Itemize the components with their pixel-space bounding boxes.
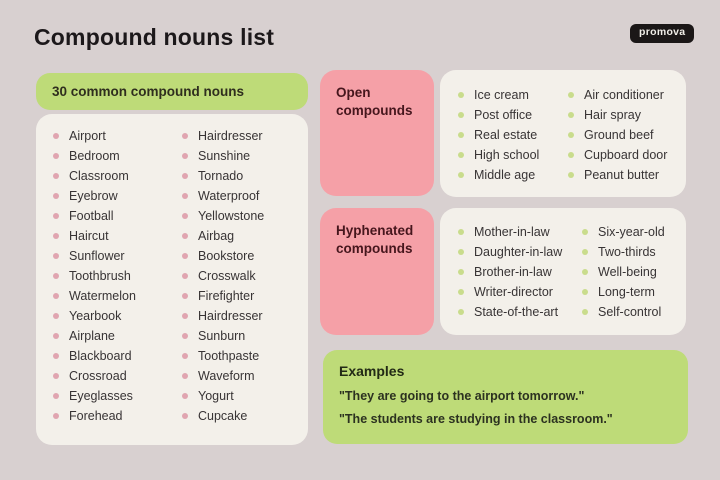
common-list-heading: 30 common compound nouns bbox=[36, 73, 308, 110]
list-item bbox=[458, 222, 582, 242]
list-item-label: Post office bbox=[474, 108, 533, 122]
list-item-label: Firefighter bbox=[198, 289, 255, 303]
bullet-icon bbox=[568, 92, 574, 98]
list-item-label: Two-thirds bbox=[598, 245, 656, 259]
list-item bbox=[582, 242, 686, 262]
list-item bbox=[53, 386, 182, 406]
list-item bbox=[53, 126, 182, 146]
list-item bbox=[53, 406, 182, 426]
list-item-label: Daughter-in-law bbox=[474, 245, 563, 259]
page-title: Compound nouns list bbox=[34, 24, 275, 50]
list-item bbox=[568, 105, 686, 125]
bullet-icon bbox=[53, 133, 59, 139]
bullet-icon bbox=[182, 373, 188, 379]
list-item-label: Airplane bbox=[69, 329, 115, 343]
list-item-label: Eyebrow bbox=[69, 189, 118, 203]
bullet-icon bbox=[182, 393, 188, 399]
list-item-label: Sunburn bbox=[198, 329, 246, 343]
list-item bbox=[53, 206, 182, 226]
bullet-icon bbox=[53, 313, 59, 319]
list-item-label: Hairdresser bbox=[198, 309, 263, 323]
list-item bbox=[182, 406, 308, 426]
bullet-icon bbox=[53, 253, 59, 259]
list-item-label: Middle age bbox=[474, 168, 536, 182]
list-item bbox=[458, 242, 582, 262]
bullet-icon bbox=[53, 273, 59, 279]
bullet-icon bbox=[182, 333, 188, 339]
bullet-icon bbox=[182, 273, 188, 279]
list-item bbox=[182, 266, 308, 286]
bullet-icon bbox=[582, 269, 588, 275]
examples-panel bbox=[323, 350, 688, 444]
bullet-icon bbox=[582, 289, 588, 295]
bullet-icon bbox=[458, 269, 464, 275]
bullet-icon bbox=[458, 249, 464, 255]
list-item-label: Brother-in-law bbox=[474, 265, 552, 279]
bullet-icon bbox=[53, 413, 59, 419]
bullet-icon bbox=[568, 132, 574, 138]
list-item bbox=[568, 125, 686, 145]
list-item bbox=[182, 246, 308, 266]
list-item-label: State-of-the-art bbox=[474, 305, 559, 319]
list-item-label: High school bbox=[474, 148, 540, 162]
bullet-icon bbox=[182, 313, 188, 319]
list-item bbox=[458, 165, 568, 185]
open-compounds-column-1 bbox=[458, 85, 568, 197]
list-item-label: Football bbox=[69, 209, 114, 223]
list-item bbox=[568, 145, 686, 165]
list-item bbox=[53, 346, 182, 366]
list-item bbox=[182, 286, 308, 306]
bullet-icon bbox=[458, 172, 464, 178]
bullet-icon bbox=[53, 393, 59, 399]
bullet-icon bbox=[53, 213, 59, 219]
bullet-icon bbox=[53, 373, 59, 379]
bullet-icon bbox=[182, 253, 188, 259]
list-item-label: Six-year-old bbox=[598, 225, 665, 239]
bullet-icon bbox=[182, 413, 188, 419]
hyphenated-compounds-column-1 bbox=[458, 222, 582, 335]
list-item-label: Classroom bbox=[69, 169, 129, 183]
bullet-icon bbox=[53, 293, 59, 299]
list-item-label: Cupcake bbox=[198, 409, 248, 423]
list-item bbox=[182, 186, 308, 206]
bullet-icon bbox=[458, 112, 464, 118]
common-list-panel bbox=[36, 114, 308, 445]
list-item-label: Real estate bbox=[474, 128, 538, 142]
list-item bbox=[53, 326, 182, 346]
list-item bbox=[53, 286, 182, 306]
list-item bbox=[582, 302, 686, 322]
list-item bbox=[182, 326, 308, 346]
list-item bbox=[182, 226, 308, 246]
list-item-label: Bedroom bbox=[69, 149, 120, 163]
bullet-icon bbox=[582, 309, 588, 315]
list-item-label: Haircut bbox=[69, 229, 109, 243]
list-item bbox=[53, 306, 182, 326]
bullet-icon bbox=[568, 172, 574, 178]
list-item-label: Eyeglasses bbox=[69, 389, 133, 403]
open-compounds-label: Open compounds bbox=[320, 70, 434, 196]
bullet-icon bbox=[458, 229, 464, 235]
list-item bbox=[182, 166, 308, 186]
bullet-icon bbox=[458, 132, 464, 138]
bullet-icon bbox=[53, 193, 59, 199]
list-item bbox=[182, 386, 308, 406]
list-item-label: Toothbrush bbox=[69, 269, 131, 283]
bullet-icon bbox=[53, 233, 59, 239]
list-item bbox=[458, 105, 568, 125]
list-item-label: Watermelon bbox=[69, 289, 136, 303]
bullet-icon bbox=[182, 193, 188, 199]
list-item bbox=[53, 226, 182, 246]
list-item bbox=[458, 302, 582, 322]
list-item bbox=[458, 125, 568, 145]
list-item-label: Airbag bbox=[198, 229, 235, 243]
bullet-icon bbox=[53, 353, 59, 359]
bullet-icon bbox=[53, 333, 59, 339]
bullet-icon bbox=[53, 153, 59, 159]
list-item-label: Bookstore bbox=[198, 249, 255, 263]
list-item-label: Crosswalk bbox=[198, 269, 256, 283]
list-item-label: Writer-director bbox=[474, 285, 553, 299]
example-sentence: "They are going to the airport tomorrow." bbox=[339, 389, 585, 403]
list-item bbox=[568, 85, 686, 105]
list-item-label: Ice cream bbox=[474, 88, 529, 102]
bullet-icon bbox=[53, 173, 59, 179]
list-item-label: Hair spray bbox=[584, 108, 641, 122]
hyphenated-compounds-panel bbox=[440, 208, 686, 335]
list-item-label: Yearbook bbox=[69, 309, 122, 323]
list-item-label: Well-being bbox=[598, 265, 657, 279]
bullet-icon bbox=[182, 153, 188, 159]
list-item bbox=[458, 282, 582, 302]
list-item bbox=[458, 262, 582, 282]
list-item-label: Ground beef bbox=[584, 128, 654, 142]
bullet-icon bbox=[182, 353, 188, 359]
list-item-label: Crossroad bbox=[69, 369, 127, 383]
list-item bbox=[182, 346, 308, 366]
list-item bbox=[582, 282, 686, 302]
open-compounds-column-2 bbox=[568, 85, 686, 197]
bullet-icon bbox=[458, 92, 464, 98]
common-list-column-1 bbox=[53, 126, 182, 445]
list-item-label: Sunshine bbox=[198, 149, 251, 163]
bullet-icon bbox=[458, 289, 464, 295]
examples-heading: Examples bbox=[339, 363, 405, 379]
bullet-icon bbox=[582, 229, 588, 235]
list-item-label: Toothpaste bbox=[198, 349, 260, 363]
list-item-label: Waveform bbox=[198, 369, 255, 383]
bullet-icon bbox=[182, 213, 188, 219]
bullet-icon bbox=[458, 309, 464, 315]
list-item-label: Sunflower bbox=[69, 249, 125, 263]
bullet-icon bbox=[182, 133, 188, 139]
list-item-label: Hairdresser bbox=[198, 129, 263, 143]
list-item bbox=[182, 306, 308, 326]
example-sentence: "The students are studying in the classroom." bbox=[339, 411, 613, 426]
bullet-icon bbox=[182, 173, 188, 179]
list-item bbox=[182, 206, 308, 226]
bullet-icon bbox=[182, 293, 188, 299]
list-item bbox=[53, 266, 182, 286]
bullet-icon bbox=[458, 152, 464, 158]
list-item-label: Mother-in-law bbox=[474, 225, 550, 239]
list-item bbox=[53, 246, 182, 266]
open-compounds-panel bbox=[440, 70, 686, 197]
list-item bbox=[53, 366, 182, 386]
list-item-label: Forehead bbox=[69, 409, 123, 423]
list-item-label: Air conditioner bbox=[584, 88, 664, 102]
hyphenated-compounds-column-2 bbox=[582, 222, 686, 335]
list-item bbox=[53, 186, 182, 206]
list-item bbox=[182, 366, 308, 386]
bullet-icon bbox=[182, 233, 188, 239]
list-item-label: Peanut butter bbox=[584, 168, 660, 182]
list-item-label: Yellowstone bbox=[198, 209, 265, 223]
list-item bbox=[458, 145, 568, 165]
list-item-label: Cupboard door bbox=[584, 148, 668, 162]
promova-logo: promova bbox=[630, 24, 694, 43]
list-item bbox=[582, 262, 686, 282]
list-item bbox=[458, 85, 568, 105]
hyphenated-compounds-label: Hyphenated compounds bbox=[320, 208, 434, 335]
list-item-label: Blackboard bbox=[69, 349, 132, 363]
list-item-label: Yogurt bbox=[198, 389, 234, 403]
bullet-icon bbox=[568, 112, 574, 118]
bullet-icon bbox=[582, 249, 588, 255]
list-item bbox=[582, 222, 686, 242]
list-item-label: Self-control bbox=[598, 305, 662, 319]
list-item-label: Waterproof bbox=[198, 189, 260, 203]
bullet-icon bbox=[568, 152, 574, 158]
common-list-column-2 bbox=[182, 126, 308, 445]
list-item bbox=[182, 146, 308, 166]
list-item-label: Long-term bbox=[598, 285, 655, 299]
list-item bbox=[182, 126, 308, 146]
list-item bbox=[53, 146, 182, 166]
list-item bbox=[53, 166, 182, 186]
list-item-label: Airport bbox=[69, 129, 106, 143]
list-item bbox=[568, 165, 686, 185]
list-item-label: Tornado bbox=[198, 169, 244, 183]
